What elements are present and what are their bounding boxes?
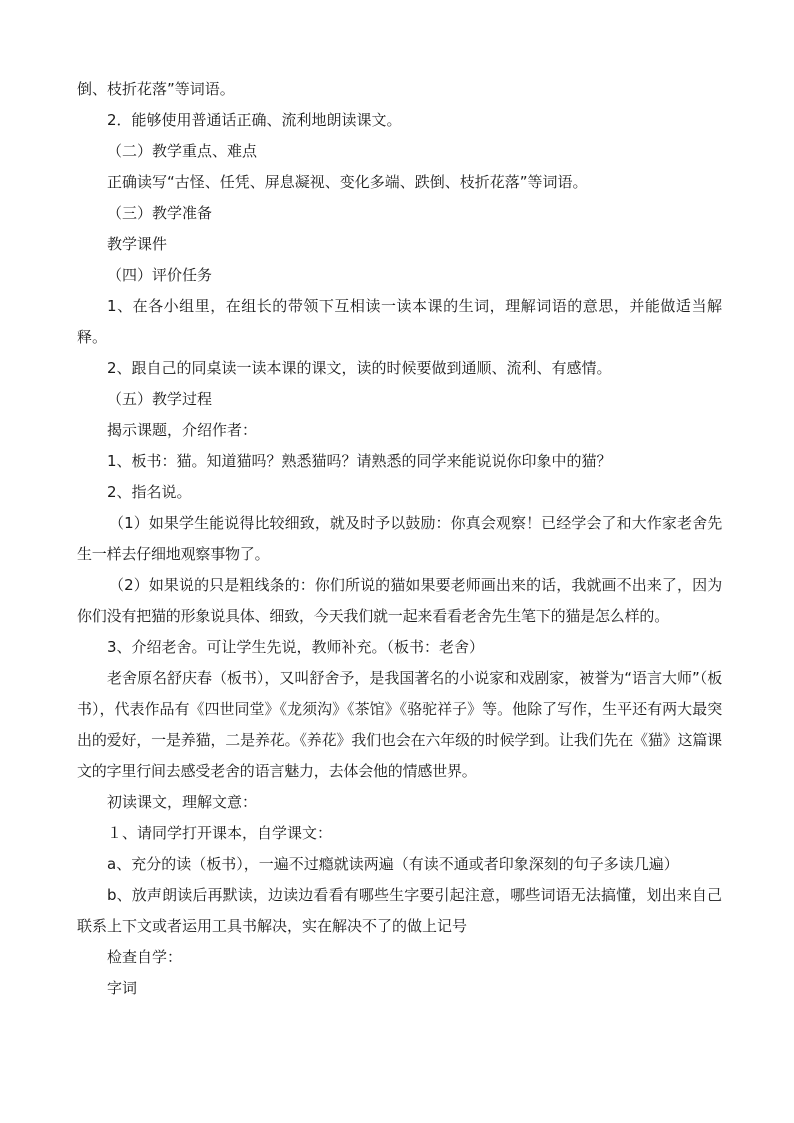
paragraph-continuation: 倒、枝折花落”等词语。 (77, 80, 235, 98)
paragraph-evaluation-2: 2、跟自己的同桌读一读本课的课文，读的时候要做到通顺、流利、有感情。 (107, 359, 612, 377)
paragraph-check: 检查自学： (107, 948, 183, 966)
paragraph-first-reading: 初读课文，理解文意： (107, 793, 258, 811)
paragraph-step-2: 2、指名说。 (107, 483, 192, 501)
heading-key-points: （二）教学重点、难点 (107, 142, 258, 160)
paragraph-step-1: 1、板书：猫。知道猫吗？熟悉猫吗？请熟悉的同学来能说说你印象中的猫？ (107, 452, 612, 470)
heading-evaluation: （四）评价任务 (107, 266, 213, 284)
paragraph-evaluation-1: 1、在各小组里，在组长的带领下互相读一读本课的生词，理解词语的意思，并能做适当解释。 (77, 297, 722, 346)
paragraph-key-points: 正确读写“古怪、任凭、屏息凝视、变化多端、跌倒、枝折花落”等词语。 (107, 173, 588, 191)
paragraph-objective-2: 2．能够使用普通话正确、流利地朗读课文。 (107, 111, 402, 129)
paragraph-self-study: １、请同学打开课本，自学课文： (107, 824, 333, 842)
paragraph-words: 字词 (107, 979, 138, 997)
paragraph-case-1: （1）如果学生能说得比较细致，就及时予以鼓励：你真会观察！已经学会了和大作家老舍先生一样去仔细地观察事物了。 (77, 514, 722, 563)
paragraph-item-b: b、放声朗读后再默读，边读边看看有哪些生字要引起注意，哪些词语无法搞懂，划出来自己联系上下文或者运用工具书解决，实在解决不了的做上记号 (77, 886, 722, 935)
heading-process: （五）教学过程 (107, 390, 213, 408)
paragraph-laoshe-bio: 老舍原名舒庆春（板书），又叫舒舍予，是我国著名的小说家和戏剧家，被誉为“语言大师”（板书），代表作品有《四世同堂》《龙须沟》《茶馆》《骆驼祥子》等。他除了写作，生平还有两大最突出的爱好，一是养猫，二是养花。《养花》我们也会在六年级的时候学到。让我们先在《猫》这篇课文的字里行间去感受老舍的语言魅力，去体会他的情感世界。 (77, 669, 722, 780)
paragraph-preparation: 教学课件 (107, 235, 168, 253)
paragraph-intro-topic: 揭示课题，介绍作者： (107, 421, 258, 439)
heading-preparation: （三）教学准备 (107, 204, 213, 222)
document-body (77, 74, 722, 1004)
paragraph-item-a: a、充分的读（板书），一遍不过瘾就读两遍（有读不通或者印象深刻的句子多读几遍） (107, 855, 679, 873)
paragraph-case-2: （2）如果说的只是粗线条的：你们所说的猫如果要老师画出来的话，我就画不出来了，因为你们没有把猫的形象说具体、细致，今天我们就一起来看看老舍先生笔下的猫是怎么样的。 (77, 576, 722, 625)
paragraph-step-3: 3、介绍老舍。可让学生先说，教师补充。（板书：老舍） (107, 638, 485, 656)
